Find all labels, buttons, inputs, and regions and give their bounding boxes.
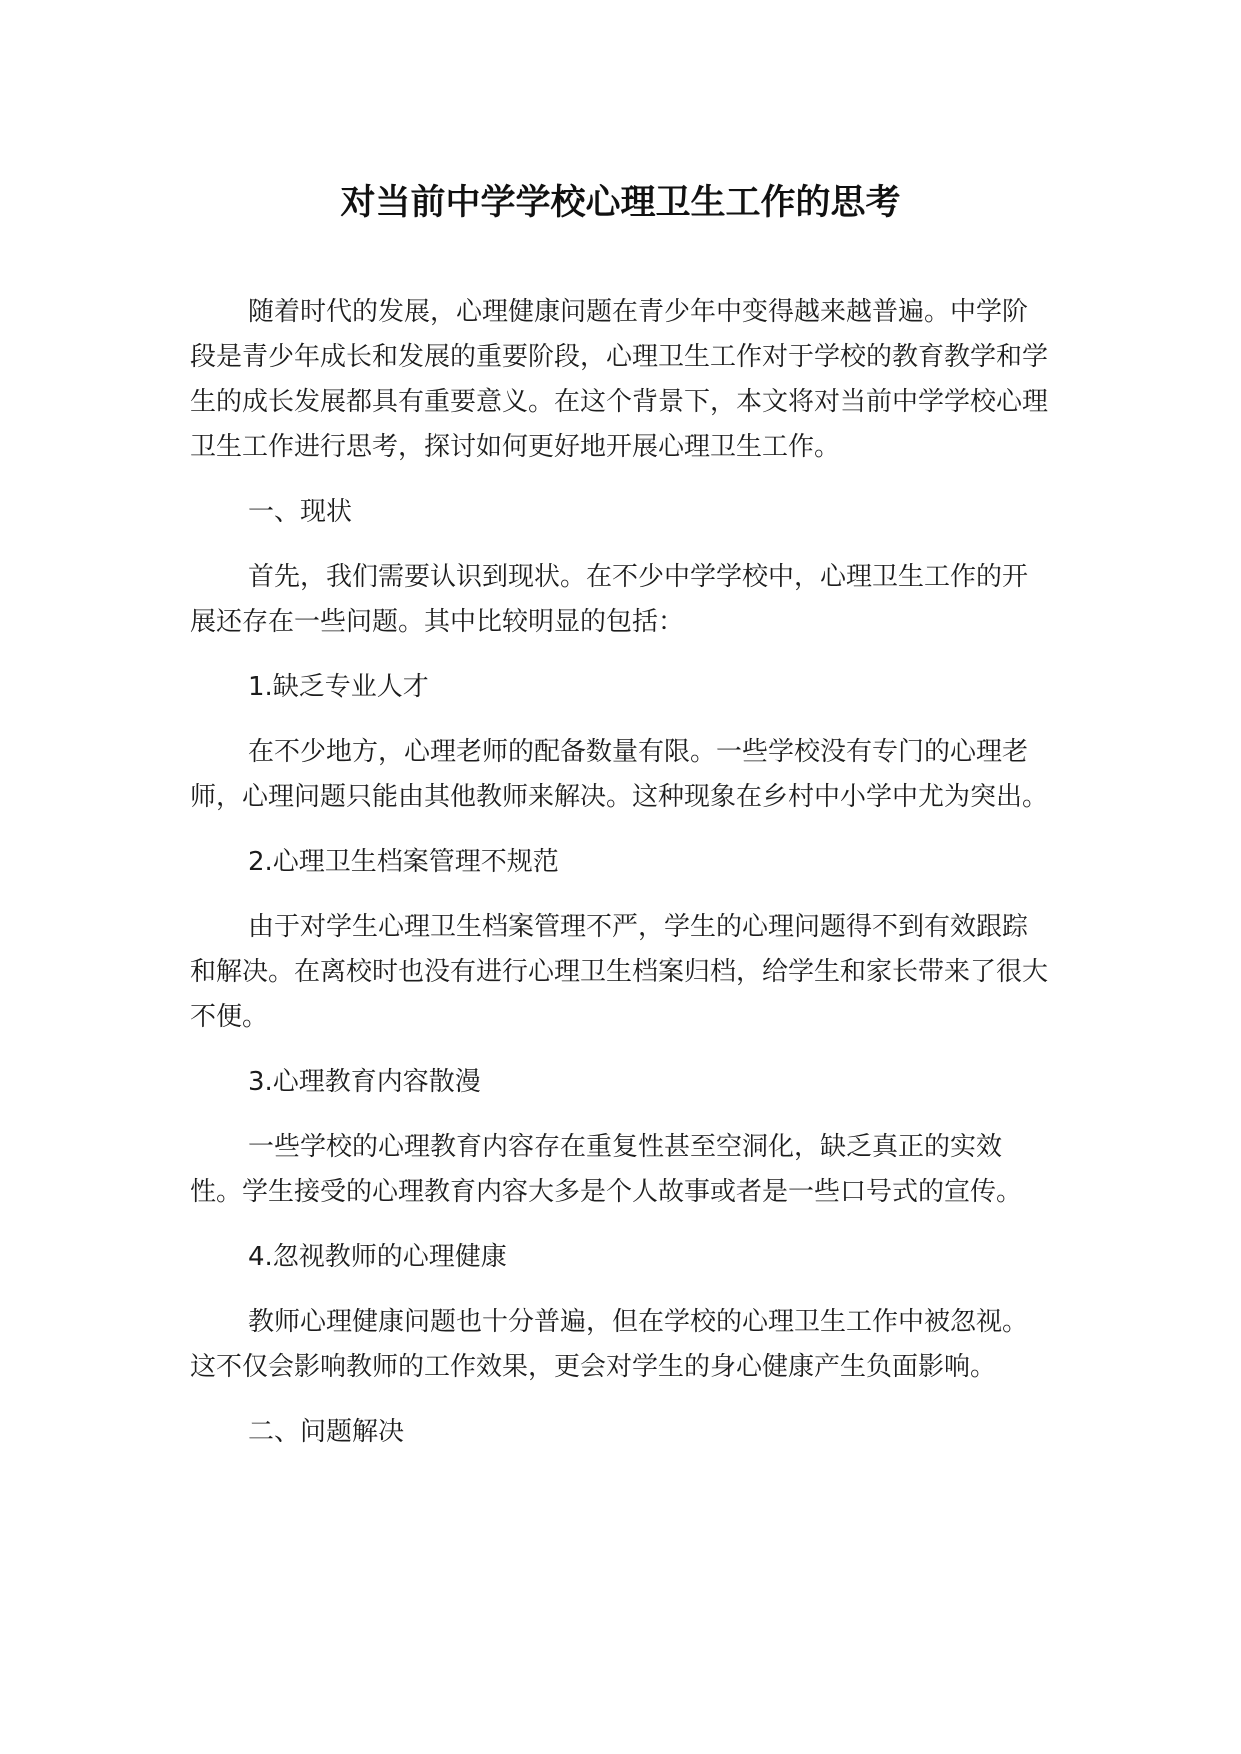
subheading-records-management: 2.心理卫生档案管理不规范 (248, 847, 559, 877)
paragraph-education-content: 一些学校的心理教育内容存在重复性甚至空洞化，缺乏真正的实效性。学生接受的心理教育内容大多是个人故事或者是一些口号式的宣传。 (190, 1132, 1023, 1207)
document-title: 对当前中学学校心理卫生工作的思考 (340, 183, 901, 223)
paragraph-records-management: 由于对学生心理卫生档案管理不严，学生的心理问题得不到有效跟踪和解决。在离校时也没有进行心理卫生档案归档，给学生和家长带来了很大不便。 (190, 912, 1049, 1032)
paragraph-teacher-health: 教师心理健康问题也十分普遍，但在学校的心理卫生工作中被忽视。这不仅会影响教师的工作效果，更会对学生的身心健康产生负面影响。 (190, 1307, 1029, 1382)
paragraph-lack-of-talent: 在不少地方，心理老师的配备数量有限。一些学校没有专门的心理老师，心理问题只能由其他教师来解决。这种现象在乡村中小学中尤为突出。 (190, 737, 1049, 812)
document-body (190, 290, 1050, 1455)
section-heading-solutions: 二、问题解决 (248, 1417, 405, 1447)
paragraph-intro: 随着时代的发展，心理健康问题在青少年中变得越来越普遍。中学阶段是青少年成长和发展的重要阶段，心理卫生工作对于学校的教育教学和学生的成长发展都具有重要意义。在这个背景下，本文将对当前中学学校心理卫生工作进行思考，探讨如何更好地开展心理卫生工作。 (190, 297, 1049, 462)
paragraph-status: 首先，我们需要认识到现状。在不少中学学校中，心理卫生工作的开展还存在一些问题。其中比较明显的包括： (190, 562, 1029, 637)
subheading-lack-of-talent: 1.缺乏专业人才 (248, 672, 429, 702)
section-heading-status: 一、现状 (248, 497, 353, 527)
subheading-teacher-health: 4.忽视教师的心理健康 (248, 1242, 507, 1272)
subheading-education-content: 3.心理教育内容散漫 (248, 1067, 481, 1097)
